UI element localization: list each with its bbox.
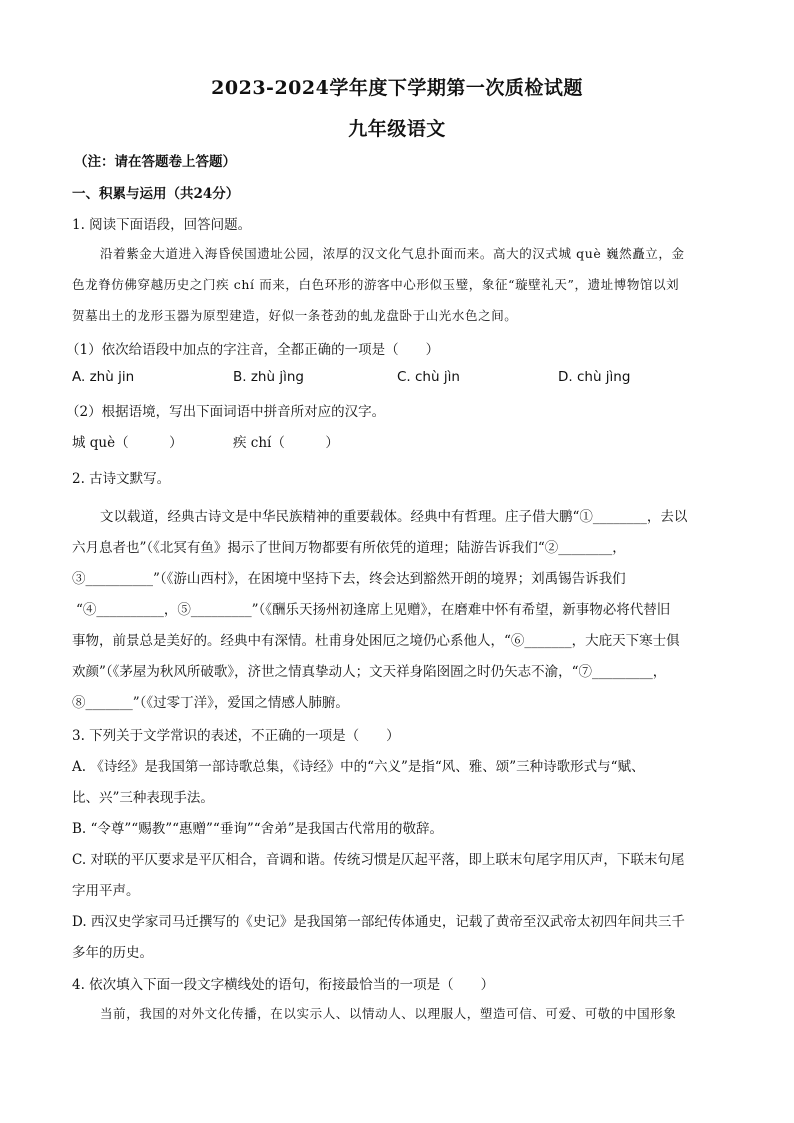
q4-passage-line: 当前，我国的对外文化传播，在以实示人、以情动人、以理服人，塑造可信、可爱、可敬的中国形象 (100, 1006, 677, 1021)
q3-option-line: C. 对联的平仄要求是平仄相合，音调和谐。传统习惯是仄起平落，即上联末句尾字用仄声，下联末句尾 (72, 852, 685, 868)
q2-line: ⑧_______”（《过零丁洋》，爱国之情感人肺腑。 (72, 695, 349, 711)
q2-line: 六月息者也”（《北冥有鱼》揭示了世间万物都要有所依凭的道理；陆游告诉我们“②________， (72, 540, 626, 556)
q1-option-b: B. zhù jìng (233, 369, 304, 385)
section-heading: 一、积累与运用（共24分） (72, 186, 240, 202)
q1-fill-chi: 疾 chí（ ） (233, 435, 339, 451)
q2-line: 文以载道，经典古诗文是中华民族精神的重要载体。经典中有哲理。庄子借大鹏“①________，去以 (100, 509, 688, 525)
q2-line: ③__________”（《游山西村》，在困境中坚持下去，终会达到豁然开朗的境界；刘禹锡告诉我们 (72, 571, 626, 587)
q2-line: 事物，前景总是美好的。经典中有深情。杜甫身处困厄之境仍心系他人，“⑥_______，大庇天下寒士俱 (72, 633, 680, 649)
exam-subtitle: 九年级语文 (348, 118, 446, 140)
q3-option-line: D. 西汉史学家司马迁撰写的《史记》是我国第一部纪传体通史，记载了黄帝至汉武帝太初四年间共三千 (72, 914, 685, 930)
q1-stem: 1. 阅读下面语段，回答问题。 (72, 217, 252, 233)
q3-option-line: 比、兴”三种表现手法。 (72, 790, 214, 806)
q1-passage-line: 沿着紫金大道进入海昏侯国遗址公园，浓厚的汉文化气息扑面而来。高大的汉式城 què 巍然矗立，金 (100, 246, 685, 261)
q2-stem: 2. 古诗文默写。 (72, 471, 171, 487)
q3-option-line: 多年的历史。 (72, 945, 153, 961)
exam-title: 2023-2024学年度下学期第一次质检试题 (211, 77, 583, 99)
q1-fill-que: 城 què（ ） (72, 435, 183, 451)
q4-stem: 4. 依次填入下面一段文字横线处的语句，衔接最恰当的一项是（ ） (72, 977, 495, 993)
q2-line: “④__________，⑤_________”（《酬乐天扬州初逢席上见赠》，在磨难中怀有希望，新事物必将代替旧 (76, 602, 671, 618)
q3-option-line: B. “令尊”“赐教”“惠赠”“垂询”“舍弟”是我国古代常用的敬辞。 (72, 821, 444, 837)
q3-option-line: A. 《诗经》是我国第一部诗歌总集，《诗经》中的“六义”是指“风、雅、颂”三种诗歌形式与“赋、 (72, 759, 645, 775)
q1-passage-line: 贺墓出土的龙形玉器为原型建造，好似一条苍劲的虬龙盘卧于山光水色之间。 (72, 308, 518, 323)
q1-option-c: C. chù jìn (397, 369, 460, 385)
q3-stem: 3. 下列关于文学常识的表述，不正确的一项是（ ） (72, 728, 400, 744)
q1-option-a: A. zhù jin (72, 369, 135, 385)
exam-note: （注：请在答题卷上答题） (74, 154, 236, 170)
q1-sub1: （1）依次给语段中加点的字注音，全都正确的一项是（ ） (66, 342, 440, 358)
q3-option-line: 字用平声。 (72, 883, 140, 899)
q1-sub2: （2）根据语境，写出下面词语中拼音所对应的汉字。 (66, 404, 386, 420)
q1-option-d: D. chù jìng (558, 369, 631, 385)
q1-passage-line: 色龙脊仿佛穿越历史之门疾 chí 而来，白色环形的游客中心形似玉璧，象征“璇壁礼天”，遗址博物馆以刘 (72, 277, 680, 292)
q2-line: 欢颜”（《茅屋为秋风所破歌》，济世之情真挚动人；文天祥身陷囹圄之时仍矢志不渝，“⑦_________， (72, 664, 667, 680)
